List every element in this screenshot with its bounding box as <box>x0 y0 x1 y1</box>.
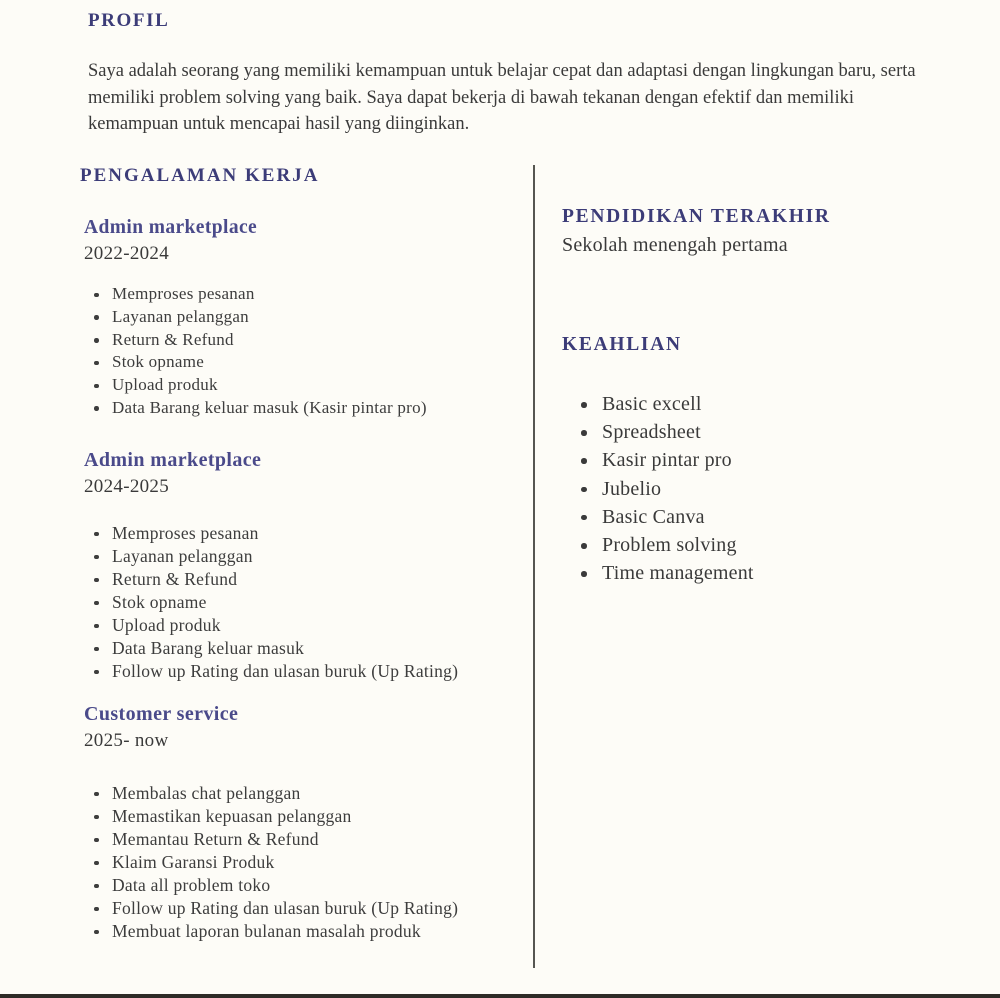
list-item: Return & Refund <box>84 329 514 352</box>
list-item: Layanan pelanggan <box>84 306 514 329</box>
pengalaman-kerja-heading: PENGALAMAN KERJA <box>80 165 320 186</box>
job-duty-list <box>84 522 514 683</box>
list-item: Basic excell <box>570 390 754 418</box>
list-item: Return & Refund <box>84 568 514 591</box>
list-item: Data Barang keluar masuk <box>84 637 514 660</box>
list-item: Basic Canva <box>570 503 754 531</box>
list-item: Stok opname <box>84 591 514 614</box>
list-item: Problem solving <box>570 531 754 559</box>
list-item: Time management <box>570 559 754 587</box>
list-item: Memantau Return & Refund <box>84 828 514 851</box>
list-item: Upload produk <box>84 374 514 397</box>
job-dates: 2022-2024 <box>84 243 170 264</box>
list-item: Stok opname <box>84 351 514 374</box>
list-item: Spreadsheet <box>570 418 754 446</box>
list-item: Membuat laporan bulanan masalah produk <box>84 920 514 943</box>
list-item: Data Barang keluar masuk (Kasir pintar pro) <box>84 397 514 420</box>
job-duty-list <box>84 283 514 420</box>
keahlian-heading: KEAHLIAN <box>562 334 682 355</box>
job-title: Admin marketplace <box>84 217 258 238</box>
job-title: Customer service <box>84 703 239 725</box>
list-item: Memproses pesanan <box>84 522 514 545</box>
page-bottom-edge <box>0 994 1000 998</box>
list-item: Data all problem toko <box>84 874 514 897</box>
list-item: Memastikan kepuasan pelanggan <box>84 805 514 828</box>
list-item: Follow up Rating dan ulasan buruk (Up Rating) <box>84 660 514 683</box>
list-item: Jubelio <box>570 475 754 503</box>
experience-entry <box>84 449 514 683</box>
job-duty-list <box>84 782 514 943</box>
job-title: Admin marketplace <box>84 449 262 471</box>
list-item: Kasir pintar pro <box>570 446 754 474</box>
list-item: Klaim Garansi Produk <box>84 851 514 874</box>
experience-entry <box>84 217 514 420</box>
list-item: Follow up Rating dan ulasan buruk (Up Rating) <box>84 897 514 920</box>
experience-entry <box>84 703 514 943</box>
pendidikan-heading: PENDIDIKAN TERAKHIR <box>562 206 831 227</box>
column-divider <box>533 165 535 968</box>
list-item: Upload produk <box>84 614 514 637</box>
list-item: Memproses pesanan <box>84 283 514 306</box>
profil-paragraph: Saya adalah seorang yang memiliki kemampuan untuk belajar cepat dan adaptasi dengan lingkungan baru, serta memiliki problem solving yang baik. Saya dapat bekerja di bawah tekanan dengan efektif dan memiliki kemampuan untuk mencapai hasil yang diinginkan. <box>88 61 916 134</box>
profil-heading: PROFIL <box>88 10 170 31</box>
skills-list <box>570 390 754 587</box>
pendidikan-value: Sekolah menengah pertama <box>562 234 788 256</box>
job-dates: 2025- now <box>84 730 169 751</box>
list-item: Membalas chat pelanggan <box>84 782 514 805</box>
job-dates: 2024-2025 <box>84 476 170 497</box>
list-item: Layanan pelanggan <box>84 545 514 568</box>
